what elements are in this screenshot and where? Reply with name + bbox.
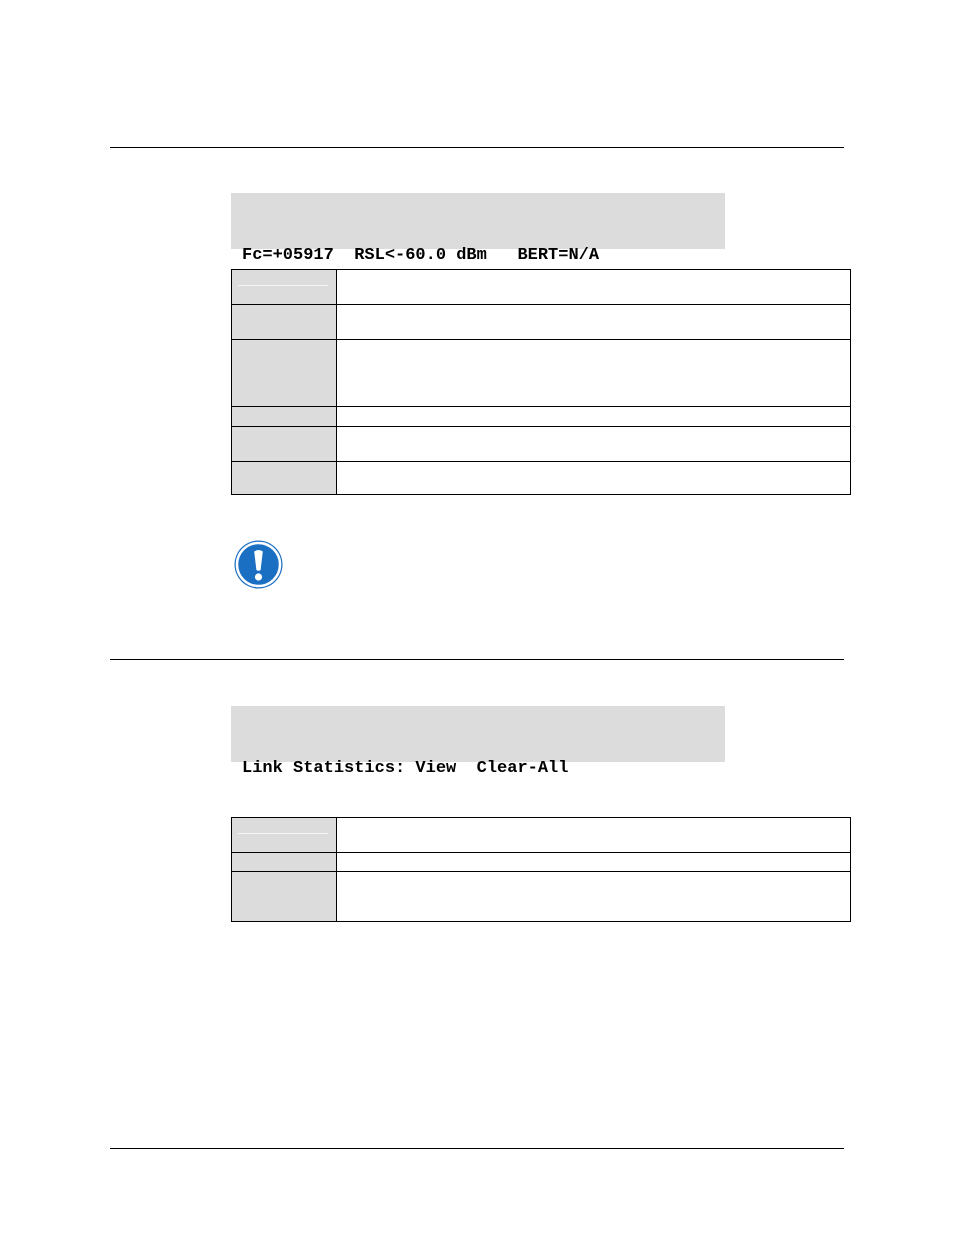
exclamation-circle-icon [234,540,283,589]
table-key-cell [232,270,337,305]
table-row [232,818,851,853]
table-row [232,872,851,922]
table-row [232,340,851,407]
table-value-cell [337,818,851,853]
table-key-cell [232,872,337,922]
table-value-cell [337,407,851,427]
parameter-table-status [231,269,851,495]
table-value-cell [337,427,851,462]
table-key-cell [232,462,337,495]
table-key-cell [232,340,337,407]
parameter-table-link-statistics [231,817,851,922]
lcd-line-1: Link Statistics: View Clear-All [242,759,569,778]
section-rule [110,659,844,660]
lcd-display-link-statistics [231,706,725,778]
table-value-cell [337,872,851,922]
table-row [232,270,851,305]
table-row [232,305,851,340]
header-rule [110,147,844,148]
table-key-cell [232,818,337,853]
table-key-cell [232,853,337,872]
table-row [232,407,851,427]
lcd-line-1: Fc=+05917 RSL<-60.0 dBm BERT=N/A [242,246,600,265]
table-key-cell [232,407,337,427]
table-value-cell [337,853,851,872]
table-key-cell [232,305,337,340]
table-value-cell [337,305,851,340]
table-key-cell [232,427,337,462]
table-value-cell [337,340,851,407]
lcd-display-status [231,193,725,265]
footer-rule [110,1148,844,1149]
table-value-cell [337,462,851,495]
table-value-cell [337,270,851,305]
table-row [232,462,851,495]
table-row [232,427,851,462]
table-row [232,853,851,872]
